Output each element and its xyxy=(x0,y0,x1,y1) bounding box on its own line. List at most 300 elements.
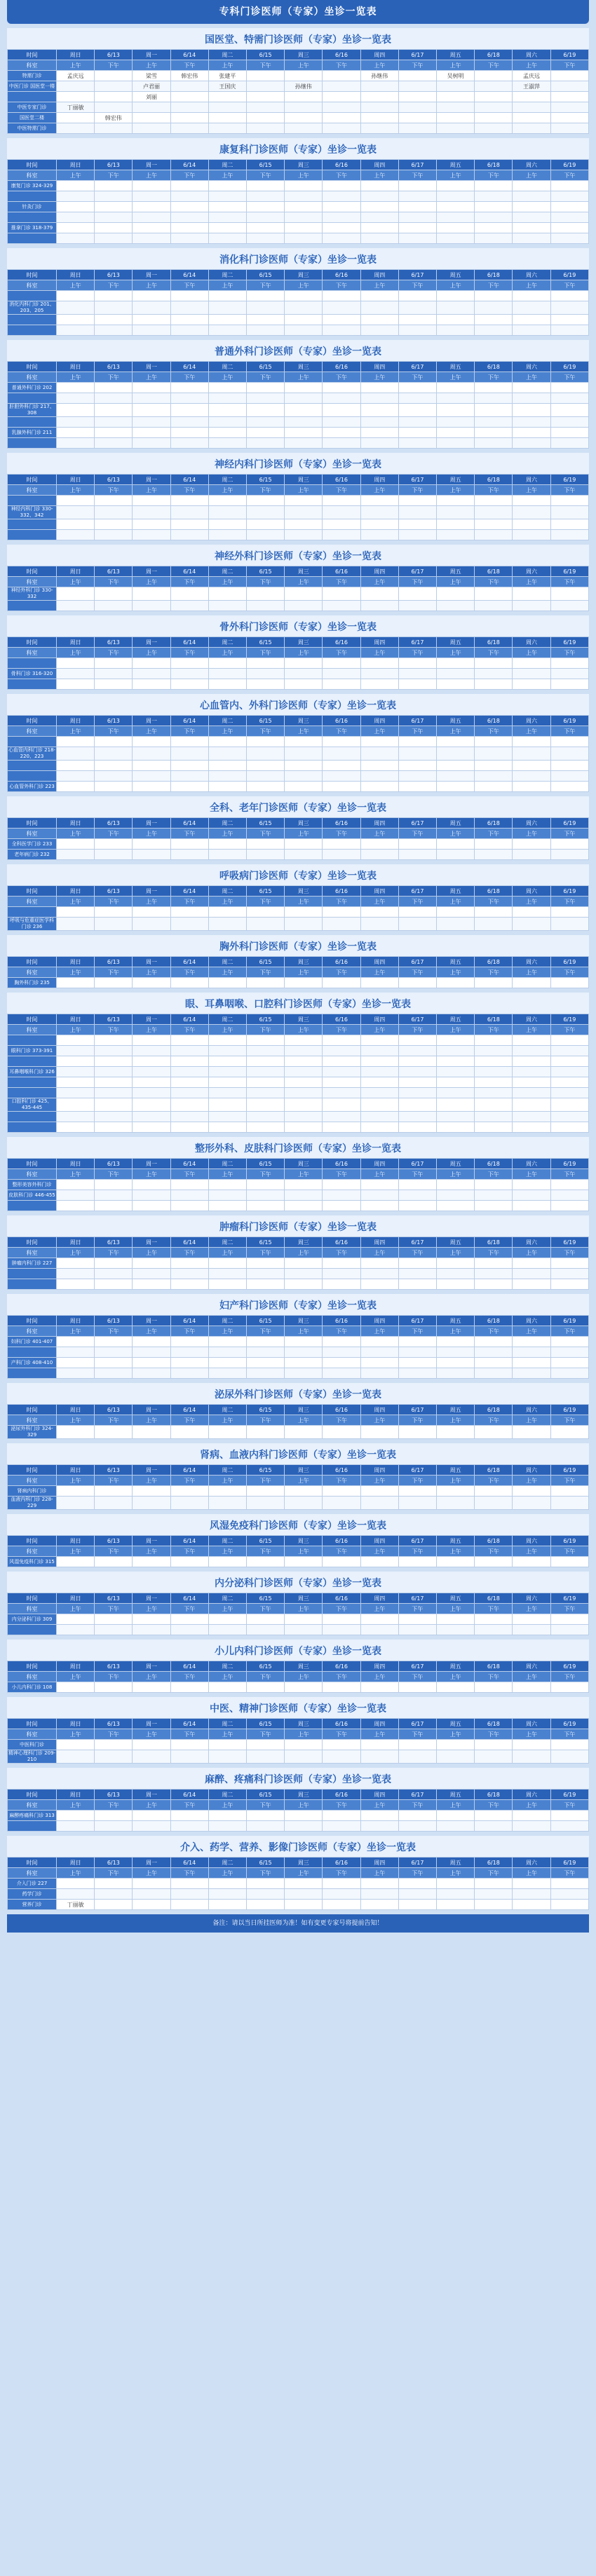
day-date: 6/16 xyxy=(323,160,360,170)
day-date: 6/18 xyxy=(475,160,513,170)
doctor-cell xyxy=(170,587,208,601)
day-date: 6/17 xyxy=(398,1536,436,1546)
table-row xyxy=(8,1337,589,1347)
doctor-cell xyxy=(57,601,95,611)
doctor-cell xyxy=(285,1497,323,1510)
doctor-cell xyxy=(513,530,550,540)
doctor-cell xyxy=(360,102,398,113)
doctor-cell xyxy=(550,1122,588,1133)
day-date: 6/19 xyxy=(550,1661,588,1672)
doctor-cell xyxy=(285,404,323,417)
doctor-cell xyxy=(170,782,208,792)
table-row xyxy=(8,747,589,761)
doctor-cell xyxy=(475,393,513,404)
doctor-cell xyxy=(437,1098,475,1112)
half-am: 上午 xyxy=(513,1248,550,1258)
header-row-halves xyxy=(8,1415,589,1426)
doctor-cell xyxy=(475,123,513,134)
dept-name: 介入门诊 227 xyxy=(8,1879,57,1889)
doctor-cell xyxy=(437,393,475,404)
day-week: 周一 xyxy=(133,1858,170,1868)
half-pm: 下午 xyxy=(247,967,285,978)
doctor-cell xyxy=(360,404,398,417)
schedule-table xyxy=(7,1857,589,1910)
day-date: 6/16 xyxy=(323,716,360,726)
doctor-cell xyxy=(360,417,398,428)
half-am: 上午 xyxy=(57,280,95,291)
doctor-cell xyxy=(247,679,285,690)
doctor-cell xyxy=(170,1035,208,1046)
half-pm: 下午 xyxy=(247,648,285,658)
schedule-table xyxy=(7,715,589,792)
dept-name: 中医门诊 国医堂一楼 xyxy=(8,81,57,92)
doctor-cell xyxy=(437,1682,475,1693)
day-date: 6/14 xyxy=(170,475,208,485)
doctor-cell xyxy=(95,181,133,191)
header-dept: 科室 xyxy=(8,1604,57,1614)
doctor-cell xyxy=(170,1258,208,1269)
doctor-cell xyxy=(208,506,246,519)
table-row xyxy=(8,907,589,918)
doctor-cell xyxy=(475,1889,513,1900)
schedule-table xyxy=(7,636,589,690)
doctor-cell xyxy=(360,1900,398,1910)
doctor-cell xyxy=(323,1740,360,1750)
doctor-cell xyxy=(57,113,95,123)
header-row-days xyxy=(8,362,589,372)
header-time: 时间 xyxy=(8,1593,57,1604)
doctor-cell: 刘丽 xyxy=(133,92,170,102)
doctor-cell xyxy=(133,1122,170,1133)
half-am: 上午 xyxy=(360,1604,398,1614)
doctor-cell xyxy=(398,506,436,519)
half-am: 上午 xyxy=(360,1476,398,1486)
half-pm: 下午 xyxy=(247,1476,285,1486)
day-date: 6/14 xyxy=(170,270,208,280)
day-week: 周日 xyxy=(57,1237,95,1248)
schedule-section xyxy=(7,1137,589,1211)
doctor-cell xyxy=(550,669,588,679)
half-pm: 下午 xyxy=(170,372,208,383)
day-date: 6/19 xyxy=(550,1536,588,1546)
half-am: 上午 xyxy=(57,60,95,71)
half-pm: 下午 xyxy=(550,1025,588,1035)
doctor-cell xyxy=(513,761,550,771)
doctor-cell xyxy=(57,839,95,850)
doctor-cell xyxy=(133,1279,170,1290)
day-week: 周三 xyxy=(285,1014,323,1025)
day-week: 周一 xyxy=(133,1237,170,1248)
doctor-cell xyxy=(247,1088,285,1098)
doctor-cell xyxy=(285,839,323,850)
doctor-cell xyxy=(285,587,323,601)
doctor-cell xyxy=(550,679,588,690)
doctor-cell xyxy=(513,301,550,315)
doctor-cell xyxy=(513,202,550,212)
day-week: 周三 xyxy=(285,50,323,60)
doctor-cell xyxy=(513,1337,550,1347)
doctor-cell xyxy=(95,496,133,506)
day-week: 周二 xyxy=(208,1237,246,1248)
header-time: 时间 xyxy=(8,957,57,967)
doctor-cell xyxy=(170,1347,208,1358)
day-date: 6/13 xyxy=(95,1316,133,1326)
doctor-cell xyxy=(95,315,133,325)
doctor-cell: 孟庆远 xyxy=(513,71,550,81)
doctor-cell xyxy=(285,1900,323,1910)
doctor-cell xyxy=(208,1426,246,1439)
doctor-cell xyxy=(398,601,436,611)
doctor-cell xyxy=(513,1497,550,1510)
doctor-cell xyxy=(513,383,550,393)
day-week: 周日 xyxy=(57,1014,95,1025)
header-time: 时间 xyxy=(8,886,57,897)
doctor-cell xyxy=(550,202,588,212)
day-date: 6/18 xyxy=(475,1661,513,1672)
half-am: 上午 xyxy=(133,1025,170,1035)
half-pm: 下午 xyxy=(247,60,285,71)
header-row-days xyxy=(8,886,589,897)
doctor-cell xyxy=(133,506,170,519)
doctor-cell xyxy=(513,212,550,223)
doctor-cell xyxy=(475,1077,513,1088)
header-row-halves xyxy=(8,897,589,907)
doctor-cell xyxy=(208,1098,246,1112)
day-week: 周一 xyxy=(133,50,170,60)
doctor-cell xyxy=(208,496,246,506)
schedule-section xyxy=(7,1836,589,1910)
table-row xyxy=(8,301,589,315)
doctor-cell xyxy=(133,1180,170,1190)
doctor-cell xyxy=(398,1486,436,1497)
half-am: 上午 xyxy=(360,1415,398,1426)
doctor-cell xyxy=(208,202,246,212)
doctor-cell xyxy=(57,1821,95,1832)
header-row-halves xyxy=(8,1326,589,1337)
day-week: 周二 xyxy=(208,886,246,897)
doctor-cell xyxy=(170,113,208,123)
doctor-cell xyxy=(475,1557,513,1567)
doctor-cell xyxy=(133,1625,170,1635)
doctor-cell xyxy=(475,669,513,679)
table-row xyxy=(8,1279,589,1290)
header-row-days xyxy=(8,1536,589,1546)
day-week: 周五 xyxy=(437,1536,475,1546)
half-pm: 下午 xyxy=(550,1248,588,1258)
half-pm: 下午 xyxy=(247,1546,285,1557)
day-week: 周一 xyxy=(133,566,170,577)
doctor-cell xyxy=(57,1201,95,1211)
half-am: 上午 xyxy=(513,829,550,839)
doctor-cell xyxy=(323,1067,360,1077)
day-date: 6/13 xyxy=(95,716,133,726)
doctor-cell xyxy=(323,747,360,761)
doctor-cell xyxy=(398,438,436,449)
half-am: 上午 xyxy=(57,1868,95,1879)
half-am: 上午 xyxy=(360,1729,398,1740)
doctor-cell xyxy=(57,1426,95,1439)
doctor-cell xyxy=(208,181,246,191)
doctor-cell xyxy=(95,506,133,519)
table-row xyxy=(8,212,589,223)
doctor-cell xyxy=(360,428,398,438)
dept-name xyxy=(8,1112,57,1122)
doctor-cell xyxy=(323,771,360,782)
day-week: 周五 xyxy=(437,1316,475,1326)
table-row xyxy=(8,1088,589,1098)
day-week: 周六 xyxy=(513,716,550,726)
doctor-cell xyxy=(133,383,170,393)
doctor-cell xyxy=(285,181,323,191)
day-week: 周日 xyxy=(57,1536,95,1546)
day-date: 6/16 xyxy=(323,637,360,648)
half-am: 上午 xyxy=(513,60,550,71)
doctor-cell xyxy=(550,1347,588,1358)
half-am: 上午 xyxy=(360,1248,398,1258)
doctor-cell xyxy=(57,301,95,315)
schedule-section xyxy=(7,864,589,931)
half-am: 上午 xyxy=(57,577,95,587)
doctor-cell xyxy=(170,771,208,782)
doctor-cell xyxy=(550,102,588,113)
half-pm: 下午 xyxy=(95,577,133,587)
half-am: 上午 xyxy=(57,1476,95,1486)
day-date: 6/13 xyxy=(95,1536,133,1546)
table-row xyxy=(8,1347,589,1358)
doctor-cell xyxy=(437,747,475,761)
doctor-cell xyxy=(398,404,436,417)
half-pm: 下午 xyxy=(323,60,360,71)
half-am: 上午 xyxy=(285,1025,323,1035)
day-week: 周三 xyxy=(285,1719,323,1729)
schedule-section xyxy=(7,694,589,792)
doctor-cell xyxy=(95,92,133,102)
schedule-section xyxy=(7,615,589,690)
half-pm: 下午 xyxy=(170,1604,208,1614)
day-date: 6/16 xyxy=(323,1661,360,1672)
half-pm: 下午 xyxy=(398,1248,436,1258)
doctor-cell xyxy=(57,496,95,506)
header-row-halves xyxy=(8,170,589,181)
doctor-cell xyxy=(323,1035,360,1046)
half-pm: 下午 xyxy=(323,1800,360,1811)
doctor-cell xyxy=(57,658,95,669)
table-row xyxy=(8,1900,589,1910)
doctor-cell xyxy=(208,383,246,393)
half-am: 上午 xyxy=(513,1476,550,1486)
half-am: 上午 xyxy=(437,897,475,907)
half-am: 上午 xyxy=(133,577,170,587)
day-date: 6/13 xyxy=(95,1719,133,1729)
doctor-cell xyxy=(475,202,513,212)
day-week: 周三 xyxy=(285,1790,323,1800)
day-date: 6/19 xyxy=(550,1316,588,1326)
doctor-cell xyxy=(323,315,360,325)
doctor-cell xyxy=(57,1557,95,1567)
doctor-cell xyxy=(208,325,246,336)
half-am: 上午 xyxy=(513,1800,550,1811)
dept-name: 呼吸与危重症医学科门诊 236 xyxy=(8,918,57,931)
section-title: 心血管内、外科门诊医师（专家）坐诊一览表 xyxy=(7,694,589,715)
table-row xyxy=(8,1067,589,1077)
day-date: 6/19 xyxy=(550,50,588,60)
doctor-cell xyxy=(475,519,513,530)
doctor-cell xyxy=(475,601,513,611)
doctor-cell xyxy=(513,679,550,690)
doctor-cell xyxy=(95,737,133,747)
day-date: 6/19 xyxy=(550,1593,588,1604)
half-pm: 下午 xyxy=(247,1169,285,1180)
schedule-section xyxy=(7,1640,589,1693)
day-date: 6/19 xyxy=(550,957,588,967)
doctor-cell xyxy=(437,669,475,679)
doctor-cell xyxy=(285,191,323,202)
doctor-cell xyxy=(323,1879,360,1889)
half-am: 上午 xyxy=(285,1415,323,1426)
doctor-cell xyxy=(95,1900,133,1910)
doctor-cell xyxy=(57,233,95,244)
doctor-cell xyxy=(437,113,475,123)
day-date: 6/14 xyxy=(170,1405,208,1415)
doctor-cell xyxy=(208,771,246,782)
day-date: 6/16 xyxy=(323,1465,360,1476)
doctor-cell xyxy=(323,506,360,519)
doctor-cell xyxy=(57,978,95,988)
doctor-cell xyxy=(208,233,246,244)
half-am: 上午 xyxy=(513,1672,550,1682)
doctor-cell xyxy=(360,1486,398,1497)
half-am: 上午 xyxy=(57,1326,95,1337)
doctor-cell xyxy=(95,747,133,761)
doctor-cell xyxy=(475,587,513,601)
doctor-cell xyxy=(360,1358,398,1368)
doctor-cell xyxy=(398,1077,436,1088)
doctor-cell xyxy=(247,191,285,202)
doctor-cell xyxy=(285,1190,323,1201)
doctor-cell xyxy=(133,978,170,988)
doctor-cell xyxy=(550,1682,588,1693)
doctor-cell xyxy=(247,1180,285,1190)
day-date: 6/19 xyxy=(550,1858,588,1868)
dept-name: 国医堂二楼 xyxy=(8,113,57,123)
day-week: 周一 xyxy=(133,362,170,372)
doctor-cell xyxy=(323,1811,360,1821)
doctor-cell xyxy=(323,1358,360,1368)
header-dept: 科室 xyxy=(8,1800,57,1811)
doctor-cell xyxy=(323,1337,360,1347)
doctor-cell xyxy=(247,301,285,315)
doctor-cell xyxy=(285,737,323,747)
doctor-cell xyxy=(475,1368,513,1379)
half-am: 上午 xyxy=(360,1546,398,1557)
day-date: 6/15 xyxy=(247,1014,285,1025)
doctor-cell xyxy=(247,1098,285,1112)
day-date: 6/14 xyxy=(170,1719,208,1729)
doctor-cell xyxy=(398,978,436,988)
half-am: 上午 xyxy=(437,1800,475,1811)
doctor-cell xyxy=(285,71,323,81)
doctor-cell xyxy=(208,1046,246,1056)
half-pm: 下午 xyxy=(95,1248,133,1258)
day-week: 周三 xyxy=(285,1593,323,1604)
doctor-cell xyxy=(437,737,475,747)
doctor-cell xyxy=(95,301,133,315)
doctor-cell xyxy=(437,918,475,931)
doctor-cell xyxy=(208,601,246,611)
doctor-cell xyxy=(285,202,323,212)
half-pm: 下午 xyxy=(398,280,436,291)
day-week: 周日 xyxy=(57,50,95,60)
doctor-cell xyxy=(208,839,246,850)
half-am: 上午 xyxy=(57,1729,95,1740)
doctor-cell xyxy=(475,291,513,301)
dept-name: 内分泌科门诊 309 xyxy=(8,1614,57,1625)
doctor-cell xyxy=(360,291,398,301)
section-title: 康复科门诊医师（专家）坐诊一览表 xyxy=(7,138,589,159)
doctor-cell xyxy=(513,658,550,669)
doctor-cell xyxy=(247,1811,285,1821)
half-am: 上午 xyxy=(285,829,323,839)
half-pm: 下午 xyxy=(247,485,285,496)
doctor-cell xyxy=(57,1077,95,1088)
header-time: 时间 xyxy=(8,1661,57,1672)
schedule-section xyxy=(7,138,589,244)
day-week: 周日 xyxy=(57,270,95,280)
day-date: 6/19 xyxy=(550,818,588,829)
doctor-cell xyxy=(398,1614,436,1625)
half-am: 上午 xyxy=(360,1672,398,1682)
half-am: 上午 xyxy=(208,1415,246,1426)
doctor-cell xyxy=(550,587,588,601)
doctor-cell xyxy=(208,978,246,988)
doctor-cell xyxy=(437,761,475,771)
section-title: 胸外科门诊医师（专家）坐诊一览表 xyxy=(7,935,589,956)
half-pm: 下午 xyxy=(170,1476,208,1486)
half-am: 上午 xyxy=(133,60,170,71)
schedule-section xyxy=(7,796,589,860)
doctor-cell xyxy=(513,782,550,792)
doctor-cell xyxy=(437,181,475,191)
doctor-cell xyxy=(133,669,170,679)
doctor-cell xyxy=(323,737,360,747)
table-row xyxy=(8,1035,589,1046)
day-week: 周三 xyxy=(285,1159,323,1169)
doctor-cell xyxy=(95,669,133,679)
doctor-cell xyxy=(285,102,323,113)
day-date: 6/14 xyxy=(170,1858,208,1868)
doctor-cell xyxy=(95,212,133,223)
doctor-cell xyxy=(513,1279,550,1290)
doctor-cell xyxy=(360,1497,398,1510)
doctor-cell xyxy=(170,506,208,519)
doctor-cell xyxy=(475,438,513,449)
half-pm: 下午 xyxy=(475,1326,513,1337)
schedule-table xyxy=(7,1158,589,1211)
day-week: 周一 xyxy=(133,716,170,726)
doctor-cell xyxy=(513,181,550,191)
doctor-cell xyxy=(247,761,285,771)
doctor-cell xyxy=(323,679,360,690)
doctor-cell xyxy=(170,519,208,530)
half-am: 上午 xyxy=(208,577,246,587)
doctor-cell xyxy=(437,1201,475,1211)
doctor-cell xyxy=(285,496,323,506)
doctor-cell xyxy=(550,978,588,988)
doctor-cell xyxy=(208,1486,246,1497)
doctor-cell xyxy=(247,1258,285,1269)
doctor-cell xyxy=(513,1879,550,1889)
doctor-cell xyxy=(475,1098,513,1112)
